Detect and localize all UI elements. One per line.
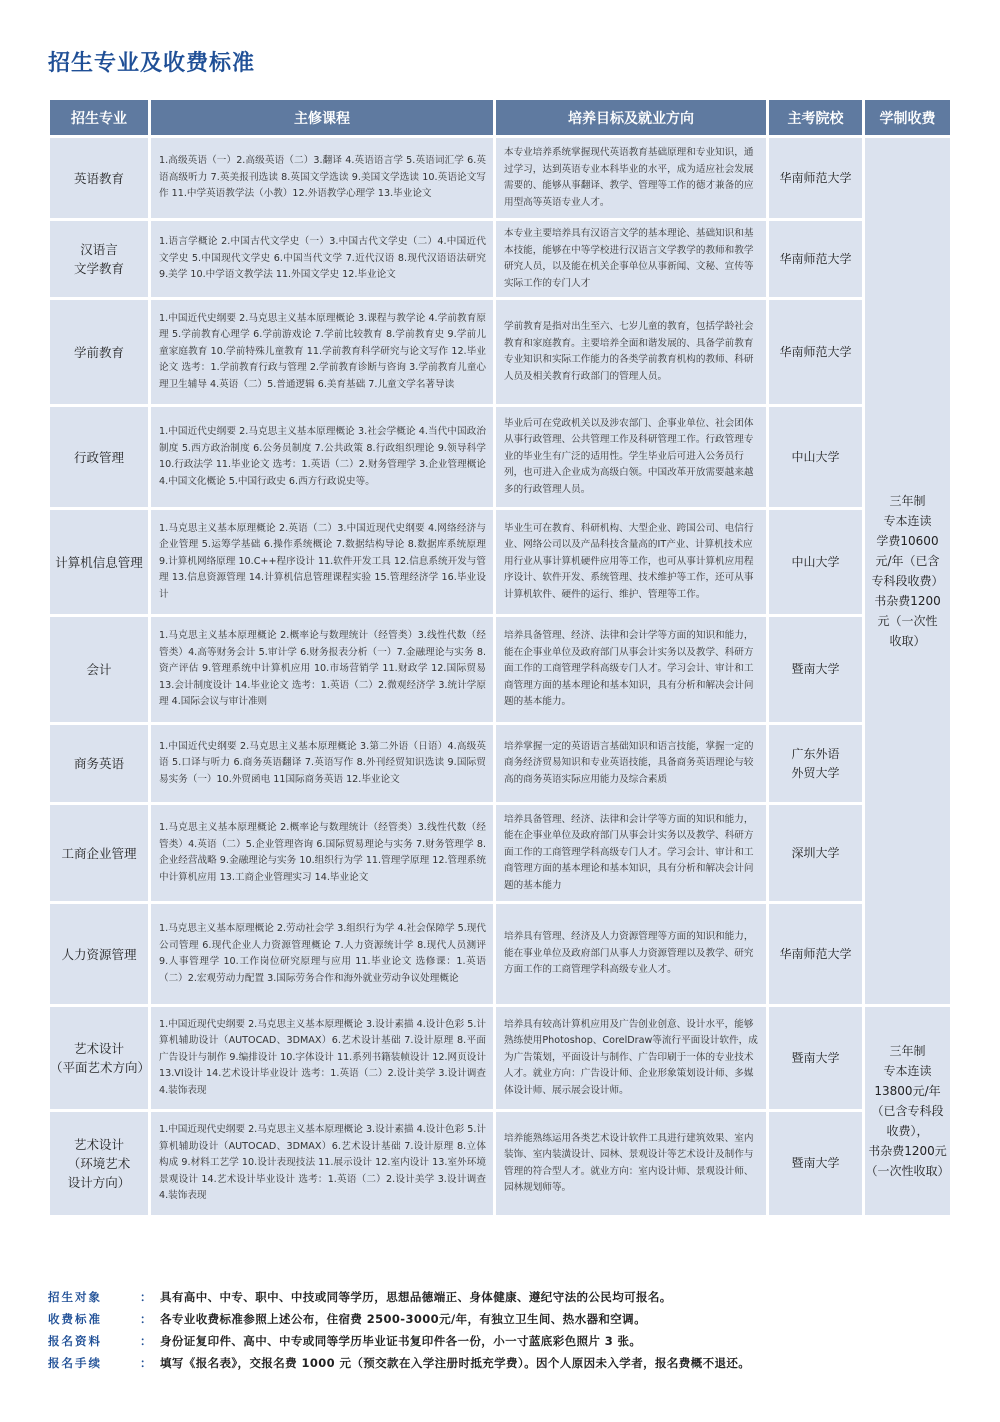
table-row xyxy=(50,510,950,614)
table-row xyxy=(50,725,950,802)
career-goal: 培养具备管理、经济、法律和会计学等方面的知识和能力，能在企事业单位及政府部门从事会计实务以及教学、科研方面工作的工商管理学科高级专门人才。学习会计、审计和工商管理方面的基本理论和基本知识，具有分析和解决会计问题的基本能力 xyxy=(496,805,766,901)
note-label: 报名资料 xyxy=(48,1334,102,1348)
note-text: 具有高中、中专、职中、中技或同等学历，思想品德端正、身体健康、遵纪守法的公民均可报名。 xyxy=(160,1290,672,1304)
exam-school: 华南师范大学 xyxy=(769,138,862,218)
major-name: 行政管理 xyxy=(50,407,148,507)
course-list: 1.马克思主义基本原理概论 2.英语（二）3.中国近现代史纲要 4.网络经济与企业管理 5.运筹学基础 6.操作系统概论 7.数据结构导论 8.数据库系统原理 9.计算机网络原理 10.C++程序设计 11.软件开发工具 12.信息系统开发与管理 13.信息资源管理 14.计算机信息管理课程实验 15.管理经济学 16.毕业设计 xyxy=(151,510,493,614)
header-major: 招生专业 xyxy=(50,100,148,135)
header-courses: 主修课程 xyxy=(151,100,493,135)
course-list: 1.马克思主义基本原理概论 2.劳动社会学 3.组织行为学 4.社会保障学 5.现代公司管理 6.现代企业人力资源管理概论 7.人力资源统计学 8.现代人员测评 9.人事管理学 10.工作岗位研究原理与应用 11.毕业论文 选修课：1.英语（二）2.宏观劳动力配置 3.国际劳务合作和海外就业劳动争议处理概论 xyxy=(151,904,493,1004)
career-goal: 培养具有较高计算机应用及广告创业创意、设计水平，能够熟练使用Photoshop、CorelDraw等流行平面设计软件，成为广告策划，平面设计与制作、广告印刷于一体的专业技术人才。就业方向：广告设计师、企业形象策划设计师、多媒体设计师、展示展会设计师。 xyxy=(496,1007,766,1109)
note-label: 收费标准 xyxy=(48,1312,102,1326)
major-name: 学前教育 xyxy=(50,300,148,404)
exam-school: 广东外语 外贸大学 xyxy=(769,725,862,802)
note-row xyxy=(48,1352,968,1374)
exam-school: 深圳大学 xyxy=(769,805,862,901)
table-row xyxy=(50,138,950,218)
career-goal: 学前教育是指对出生至六、七岁儿童的教育，包括学龄社会教育和家庭教育。主要培养全面和谐发展的、具备学前教育专业知识和实际工作能力的各类学前教育机构的教师、科研人员及相关教育行政部门的管理人员。 xyxy=(496,300,766,404)
header-fee: 学制收费 xyxy=(865,100,950,135)
course-list: 1.语言学概论 2.中国古代文学史（一）3.中国古代文学史（二）4.中国近代文学史 5.中国现代文学史 6.中国当代文学 7.近代汉语 8.现代汉语语法研究 9.美学 10.中学语文教学法 11.外国文学史 12.毕业论文 xyxy=(151,221,493,297)
course-list: 1.中国近现代史纲要 2.马克思主义基本原理概论 3.设计素描 4.设计色彩 5.计算机辅助设计（AUTOCAD、3DMAX）6.艺术设计基础 7.设计原理 8.立体构成 9.材料工艺学 10.设计表现技法 11.展示设计 12.室内设计 13.室外环境景观设计 14.艺术设计毕业设计 选考：1.英语（二）2.设计美学 3.设计调查 4.装饰表现 xyxy=(151,1112,493,1215)
career-goal: 培养具备管理、经济、法律和会计学等方面的知识和能力，能在企事业单位及政府部门从事会计实务以及教学、科研方面工作的工商管理学科高级专门人才。学习会计、审计和工商管理方面的基本理论和基本知识，具有分析和解决会计问题的基本能力。 xyxy=(496,617,766,722)
table-row xyxy=(50,805,950,901)
course-list: 1.高级英语（一）2.高级英语（二）3.翻译 4.英语语言学 5.英语词汇学 6.英语高级听力 7.英美报刊选读 8.英国文学选读 9.美国文学选读 10.英语论文写作 11.中学英语教学法（小教）12.外语教学心理学 13.毕业论文 xyxy=(151,138,493,218)
table-row xyxy=(50,1007,950,1109)
table-header-row xyxy=(50,100,950,135)
major-name: 汉语言 文学教育 xyxy=(50,221,148,297)
course-list: 1.马克思主义基本原理概论 2.概率论与数理统计（经管类）3.线性代数（经管类）4.高等财务会计 5.审计学 6.财务报表分析（一）7.金融理论与实务 8.资产评估 9.管理系统中计算机应用 10.市场营销学 11.财政学 12.国际贸易 13.会计制度设计 14.毕业论文 选考：1.英语（二）2.微观经济学 3.统计学原理 4.国际会议与审计准则 xyxy=(151,617,493,722)
exam-school: 中山大学 xyxy=(769,407,862,507)
note-text: 填写《报名表》，交报名费 1000 元（预交款在入学注册时抵充学费）。因个人原因未入学者，报名费概不退还。 xyxy=(160,1356,751,1370)
page-title: 招生专业及收费标准 xyxy=(48,51,256,76)
exam-school: 华南师范大学 xyxy=(769,300,862,404)
note-row xyxy=(48,1308,968,1330)
fee-info-standard: 三年制 专本连读 学费10600 元/年（已含 专科段收费） 书杂费1200 元（一次性 收取） xyxy=(865,138,950,1004)
note-colon: ： xyxy=(140,1290,152,1304)
exam-school: 华南师范大学 xyxy=(769,221,862,297)
course-list: 1.中国近代史纲要 2.马克思主义基本原理概论 3.第二外语（日语）4.高级英语 5.口译与听力 6.商务英语翻译 7.英语写作 8.外刊经贸知识选读 9.国际贸易实务（一）10.外贸函电 11国际商务英语 12.毕业论文 xyxy=(151,725,493,802)
header-school: 主考院校 xyxy=(769,100,862,135)
exam-school: 中山大学 xyxy=(769,510,862,614)
exam-school: 暨南大学 xyxy=(769,1112,862,1215)
note-text: 身份证复印件、高中、中专或同等学历毕业证书复印件各一份，小一寸蓝底彩色照片 3 张。 xyxy=(160,1334,642,1348)
major-name: 会计 xyxy=(50,617,148,722)
career-goal: 培养能熟练运用各类艺术设计软件工具进行建筑效果、室内装饰、室内装潢设计、园林、景观设计等艺术设计及制作与管理的符合型人才。就业方向：室内设计师、景观设计师、园林规划师等。 xyxy=(496,1112,766,1215)
course-list: 1.中国近代史纲要 2.马克思主义基本原理概论 3.课程与教学论 4.学前教育原理 5.学前教育心理学 6.学前游戏论 7.学前比较教育 8.学前教育史 9.学前儿童家庭教育 10.学前特殊儿童教育 11.学前教育科学研究与论文写作 12.毕业论文 选考：1.学前教育行政与管理 2.学前教育诊断与咨询 3.学前教育儿童心理卫生辅导 4.英语（二）5.普通逻辑 6.美育基础 7.儿童文学名著导读 xyxy=(151,300,493,404)
table-row xyxy=(50,300,950,404)
table-row xyxy=(50,221,950,297)
enrollment-notes xyxy=(48,1286,968,1374)
career-goal: 本专业培养系统掌握现代英语教育基础原理和专业知识，通过学习，达到英语专业本科毕业的水平，成为适应社会发展需要的、能够从事翻译、教学、管理等工作的德才兼备的应用型高等英语专业人才。 xyxy=(496,138,766,218)
major-name: 工商企业管理 xyxy=(50,805,148,901)
course-list: 1.马克思主义基本原理概论 2.概率论与数理统计（经管类）3.线性代数（经管类）4.英语（二）5.企业管理咨询 6.国际贸易理论与实务 7.财务管理学 8.企业经营战略 9.金融理论与实务 10.组织行为学 11.管理学原理 12.管理系统中计算机应用 13.工商企业管理实习 14.毕业论文 xyxy=(151,805,493,901)
table-row xyxy=(50,1112,950,1215)
career-goal: 培养具有管理、经济及人力资源管理等方面的知识和能力，能在事业单位及政府部门从事人力资源管理以及教学、研究方面工作的工商管理学科高级专业人才。 xyxy=(496,904,766,1004)
exam-school: 华南师范大学 xyxy=(769,904,862,1004)
major-name: 艺术设计 （平面艺术方向） xyxy=(50,1007,148,1109)
note-label: 报名手续 xyxy=(48,1356,102,1370)
note-text: 各专业收费标准参照上述公布，住宿费 2500-3000元/年，有独立卫生间、热水器和空调。 xyxy=(160,1312,646,1326)
course-list: 1.中国近现代史纲要 2.马克思主义基本原理概论 3.设计素描 4.设计色彩 5.计算机辅助设计（AUTOCAD、3DMAX）6.艺术设计基础 7.设计原理 8.平面广告设计与制作 9.编排设计 10.字体设计 11.系列书籍装帧设计 12.网页设计 13.VI设计 14.艺术设计毕业设计 选考：1.英语（二）2.设计美学 3.设计调查 4.装饰表现 xyxy=(151,1007,493,1109)
major-name: 计算机信息管理 xyxy=(50,510,148,614)
exam-school: 暨南大学 xyxy=(769,617,862,722)
major-name: 艺术设计 （环境艺术 设计方向） xyxy=(50,1112,148,1215)
note-label: 招生对象 xyxy=(48,1290,102,1304)
career-goal: 毕业生可在教育、科研机构、大型企业、跨国公司、电信行业、网络公司以及产品科技含量高的IT产业、计算机技术应用行业从事计算机硬件应用等工作，也可从事计算机应用程序设计、软件开发、系统管理、技术维护等工作，还可从事计算机软件、硬件的运行、维护、管理等工作。 xyxy=(496,510,766,614)
course-list: 1.中国近代史纲要 2.马克思主义基本原理概论 3.社会学概论 4.当代中国政治制度 5.西方政治制度 6.公务员制度 7.公共政策 8.行政组织理论 9.领导科学 10.行政法学 11.毕业论文 选考：1.英语（二）2.财务管理学 3.企业管理概论 4.中国文化概论 5.中国行政史 6.西方行政说史等。 xyxy=(151,407,493,507)
fee-info-art: 三年制 专本连读 13800元/年 （已含专科段 收费）， 书杂费1200元 （一次性收取） xyxy=(865,1007,950,1215)
career-goal: 毕业后可在党政机关以及涉农部门、企事业单位、社会团体从事行政管理、公共管理工作及科研管理工作。行政管理专业的毕业生有广泛的适用性。学生毕业后可进入公务员行列，也可进入企业成为高级白领。中国改革开放需要越来越多的行政管理人员。 xyxy=(496,407,766,507)
table-row xyxy=(50,407,950,507)
note-row xyxy=(48,1330,968,1352)
table-row xyxy=(50,617,950,722)
header-goal: 培养目标及就业方向 xyxy=(496,100,766,135)
note-colon: ： xyxy=(140,1312,152,1326)
career-goal: 培养掌握一定的英语语言基础知识和语言技能，掌握一定的商务经济贸易知识和专业英语技能，具备商务英语理论与较高的商务英语实际应用能力及综合素质 xyxy=(496,725,766,802)
major-name: 人力资源管理 xyxy=(50,904,148,1004)
enrollment-table xyxy=(47,97,953,1218)
note-colon: ： xyxy=(140,1356,152,1370)
table-row xyxy=(50,904,950,1004)
note-colon: ： xyxy=(140,1334,152,1348)
major-name: 英语教育 xyxy=(50,138,148,218)
major-name: 商务英语 xyxy=(50,725,148,802)
career-goal: 本专业主要培养具有汉语言文学的基本理论、基础知识和基本技能，能够在中等学校进行汉语言文学教学的教师和教学研究人员，以及能在机关企事单位从事新闻、文秘、宣传等实际工作的专门人才 xyxy=(496,221,766,297)
note-row xyxy=(48,1286,968,1308)
exam-school: 暨南大学 xyxy=(769,1007,862,1109)
